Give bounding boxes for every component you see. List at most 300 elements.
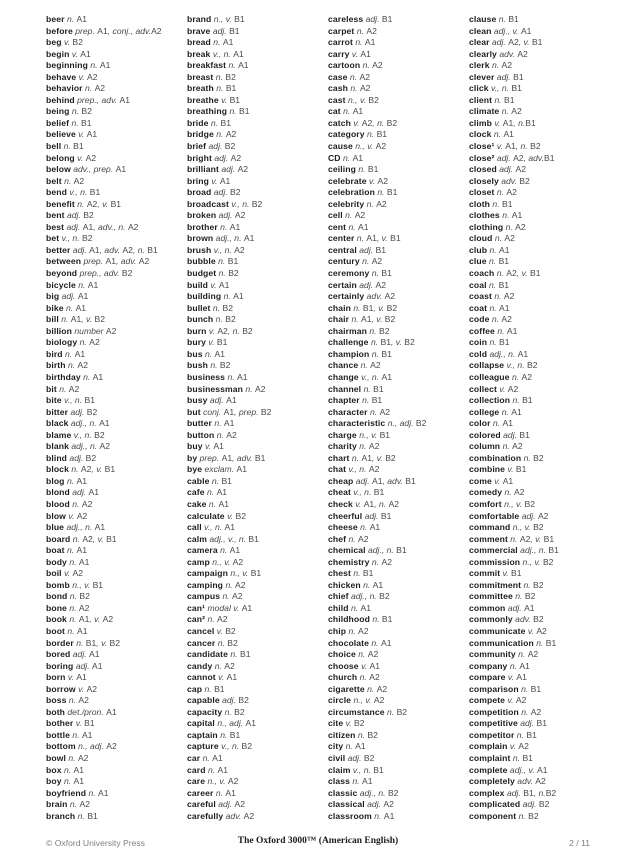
headword: charge <box>328 429 357 440</box>
word-entry <box>328 268 469 280</box>
pos-and-level: n. A2 <box>491 314 512 325</box>
headword: coal <box>469 279 487 290</box>
word-entry <box>46 164 187 176</box>
headword: cloth <box>469 198 491 209</box>
headword: color <box>469 418 491 429</box>
pos-and-level: adj. A2 <box>521 510 549 521</box>
headword: blind <box>46 452 68 463</box>
word-entry <box>469 638 610 650</box>
word-entry <box>46 580 187 592</box>
word-entry <box>46 614 187 626</box>
headword: buy <box>187 441 203 452</box>
pos-and-level: adj. A1 <box>507 602 535 613</box>
headword: bullet <box>187 302 211 313</box>
headword: chef <box>328 533 347 544</box>
pos-and-level: v. A2 <box>509 741 529 752</box>
word-entry <box>469 487 610 499</box>
word-entry <box>187 303 328 315</box>
word-entry <box>469 256 610 268</box>
pos-and-level: v., n. B1 <box>352 764 384 775</box>
headword: broken <box>187 210 217 221</box>
pos-and-level: n. A1 <box>489 244 510 255</box>
headword: brown <box>187 233 214 244</box>
headword: brief <box>187 141 207 152</box>
headword: close¹ <box>469 141 495 152</box>
pos-and-level: n. A2 <box>69 799 90 810</box>
pos-and-level: n., adj. A2 <box>78 741 117 752</box>
pos-and-level: v. A1 <box>204 441 224 452</box>
pos-and-level: n. B1 <box>229 106 250 117</box>
word-entry <box>328 603 469 615</box>
pos-and-level: n. A1 <box>66 545 88 556</box>
word-entry <box>469 626 610 638</box>
pos-and-level: n., adj. B2 <box>387 418 427 429</box>
word-entry <box>187 222 328 234</box>
word-entry <box>328 649 469 661</box>
headword: chart <box>328 452 350 463</box>
headword: childhood <box>328 614 370 625</box>
word-entry <box>469 476 610 488</box>
headword: boss <box>46 695 67 706</box>
pos-and-level: n. B1 <box>353 568 374 579</box>
pos-and-level: v. B2 <box>216 625 236 636</box>
pos-and-level: n. A2 <box>494 233 515 244</box>
pos-and-level: exclam. A1 <box>204 464 248 475</box>
word-entry <box>46 176 187 188</box>
pos-and-level: n. A1 <box>343 106 364 117</box>
headword: can¹ <box>187 602 206 613</box>
word-entry <box>469 499 610 511</box>
headword: college <box>469 406 500 417</box>
headword: check <box>328 498 353 509</box>
word-entry <box>469 591 610 603</box>
headword: breathing <box>187 106 228 117</box>
headword: best <box>46 221 65 232</box>
pos-and-level: n. B2 <box>217 637 238 648</box>
word-entry <box>187 753 328 765</box>
word-entry <box>46 60 187 72</box>
word-entry <box>187 106 328 118</box>
pos-and-level: adj. B1 <box>359 244 387 255</box>
headword: compete <box>469 695 506 706</box>
word-entry <box>187 672 328 684</box>
headword: bubble <box>187 256 216 267</box>
pos-and-level: n. A1 <box>72 729 93 740</box>
pos-and-level: v., n. A1 <box>204 522 236 533</box>
headword: chicken <box>328 579 361 590</box>
pos-and-level: adj. B1 <box>496 71 524 82</box>
headword: burn <box>187 325 207 336</box>
word-entry <box>328 14 469 26</box>
pos-and-level: n. A2 <box>371 556 392 567</box>
word-entry <box>187 26 328 38</box>
pos-and-level: n. A2 <box>348 533 369 544</box>
pos-and-level: n. A1 <box>90 60 111 71</box>
headword: cigarette <box>328 683 365 694</box>
headword: breath <box>187 83 214 94</box>
word-entry <box>469 430 610 442</box>
pos-and-level: adv. A2 <box>225 810 255 821</box>
word-entry <box>469 672 610 684</box>
headword: cap <box>187 683 203 694</box>
headword: cell <box>328 210 343 221</box>
word-entry <box>46 384 187 396</box>
pos-and-level: n. A1 <box>227 371 248 382</box>
headword: carrot <box>328 37 353 48</box>
pos-and-level: v. B1 <box>221 94 241 105</box>
headword: club <box>469 244 488 255</box>
word-entry <box>187 626 328 638</box>
headword: champion <box>328 348 370 359</box>
word-entry <box>328 534 469 546</box>
headword: closet <box>469 187 495 198</box>
pos-and-level: n. A2, v. B1 <box>71 464 116 475</box>
word-entry <box>328 37 469 49</box>
word-entry <box>469 314 610 326</box>
word-entry <box>187 799 328 811</box>
word-entry <box>187 430 328 442</box>
pos-and-level: prep. A1, conj., adv.A2 <box>75 25 162 36</box>
pos-and-level: adj. A2 <box>214 152 242 163</box>
word-entry <box>187 557 328 569</box>
word-entry <box>328 199 469 211</box>
word-entry <box>187 210 328 222</box>
word-entry <box>46 649 187 661</box>
pos-and-level: n. A2 <box>362 60 383 71</box>
pos-and-level: n. A2 <box>345 210 366 221</box>
pos-and-level: n., v. A2 <box>207 776 239 787</box>
word-entry <box>187 233 328 245</box>
pos-and-level: n. A1 <box>78 279 99 290</box>
headword: calculate <box>187 510 225 521</box>
headword: column <box>469 441 501 452</box>
word-entry <box>328 522 469 534</box>
headword: character <box>328 406 368 417</box>
word-entry <box>469 788 610 800</box>
headword: celebration <box>328 187 375 198</box>
headword: civil <box>328 753 346 763</box>
word-entry <box>187 95 328 107</box>
pos-and-level: adj. B2 <box>522 799 550 810</box>
pos-and-level: v. A1, n. B2 <box>496 141 541 152</box>
pos-and-level: n. A1, v. B2 <box>351 314 396 325</box>
word-entry <box>187 60 328 72</box>
word-entry <box>328 672 469 684</box>
word-entry <box>187 776 328 788</box>
word-entry <box>328 430 469 442</box>
headword: car <box>187 753 201 763</box>
page-footer <box>46 836 590 850</box>
word-entry <box>328 360 469 372</box>
word-entry <box>328 741 469 753</box>
word-entry <box>187 545 328 557</box>
word-entry <box>469 418 610 430</box>
word-entry <box>187 280 328 292</box>
pos-and-level: v. A1 <box>78 129 98 140</box>
word-entry <box>328 245 469 257</box>
word-entry <box>187 603 328 615</box>
word-entry <box>469 661 610 673</box>
headword: complete <box>469 764 508 775</box>
headword: center <box>328 233 355 244</box>
headword: branch <box>46 810 76 821</box>
headword: bomb <box>46 579 70 590</box>
word-entry <box>187 418 328 430</box>
headword: capture <box>187 741 219 752</box>
headword: brilliant <box>187 164 219 175</box>
word-entry <box>46 95 187 107</box>
word-entry <box>469 280 610 292</box>
headword: comfort <box>469 498 502 509</box>
pos-and-level: n. A1 <box>352 776 373 787</box>
pos-and-level: n. B1 <box>516 729 537 740</box>
pos-and-level: number A2 <box>74 325 117 336</box>
pos-and-level: adj., n. B1 <box>367 545 407 556</box>
pos-and-level: v., n. A2 <box>213 244 245 255</box>
word-entry <box>46 730 187 742</box>
pos-and-level: n. A2 <box>79 337 100 348</box>
word-entry <box>46 476 187 488</box>
headword: competition <box>469 706 519 717</box>
headword: cheap <box>328 475 354 486</box>
headword: broadcast <box>187 198 229 209</box>
pos-and-level: adj. B1 <box>520 718 548 729</box>
headword: ceremony <box>328 268 370 279</box>
headword: channel <box>328 383 362 394</box>
pos-and-level: adv. A2 <box>499 48 528 59</box>
word-entry <box>328 487 469 499</box>
headword: comedy <box>469 487 503 498</box>
word-entry <box>46 337 187 349</box>
word-entry <box>328 233 469 245</box>
headword: choice <box>328 649 356 660</box>
headword: birth <box>46 360 66 371</box>
word-entry <box>469 684 610 696</box>
pos-and-level: v. A1, n. A2 <box>355 498 400 509</box>
word-entry <box>328 661 469 673</box>
word-entry <box>46 811 187 823</box>
pos-and-level: adj., n. B1 <box>520 545 559 556</box>
pos-and-level: v., n. B1 <box>353 487 385 498</box>
headword: clue <box>469 256 487 267</box>
headword: cent <box>328 221 347 232</box>
pos-and-level: n. A1 <box>204 348 226 359</box>
word-entry <box>187 638 328 650</box>
word-entry <box>46 453 187 465</box>
word-entry <box>328 684 469 696</box>
headword: clause <box>469 14 497 24</box>
pos-and-level: v. A1 <box>351 48 371 59</box>
pos-and-level: adj. A2 <box>218 210 246 221</box>
pos-and-level: adj. A2 <box>221 164 249 175</box>
pos-and-level: n. A1 <box>223 291 244 302</box>
pos-and-level: n. A1 <box>360 522 381 533</box>
word-entry <box>469 741 610 753</box>
headword: complicated <box>469 799 521 810</box>
word-entry <box>46 753 187 765</box>
pos-and-level: n. A1 <box>220 221 241 232</box>
word-entry <box>328 464 469 476</box>
headword: comparison <box>469 683 519 694</box>
word-entry <box>469 37 610 49</box>
pos-and-level: n. A2 <box>59 383 80 394</box>
word-entry <box>328 210 469 222</box>
word-entry <box>328 765 469 777</box>
pos-and-level: adv. A2 <box>366 291 396 302</box>
word-entry <box>46 360 187 372</box>
pos-and-level: n. B1 <box>204 683 225 694</box>
pos-and-level: n. A2 <box>358 649 379 660</box>
word-entry <box>328 799 469 811</box>
word-entry <box>46 233 187 245</box>
word-entry <box>328 407 469 419</box>
headword: competitor <box>469 729 515 740</box>
pos-and-level: n. A2 <box>362 256 383 267</box>
headword: candidate <box>187 649 229 660</box>
pos-and-level: n. B1 <box>358 164 379 175</box>
word-entry <box>187 476 328 488</box>
headword: chemistry <box>328 556 370 567</box>
headword: boring <box>46 660 74 671</box>
pos-and-level: v. A2, n. B2 <box>353 117 398 128</box>
headword: businessman <box>187 383 244 394</box>
word-entry <box>187 741 328 753</box>
headword: class <box>328 776 351 787</box>
headword: cause <box>328 141 353 152</box>
pos-and-level: n. A1, v. A2 <box>69 614 114 625</box>
word-entry <box>469 753 610 765</box>
pos-and-level: adj., n. A1 <box>489 348 529 359</box>
word-entry <box>46 511 187 523</box>
headword: busy <box>187 395 208 406</box>
pos-and-level: v. A2, n. B2 <box>208 325 253 336</box>
headword: common <box>469 602 506 613</box>
pos-and-level: v., n. B1 <box>64 395 95 406</box>
word-entry <box>328 291 469 303</box>
headword: blond <box>46 487 70 498</box>
word-entry <box>469 776 610 788</box>
word-entry <box>187 256 328 268</box>
headword: certain <box>328 279 357 290</box>
word-entry <box>328 580 469 592</box>
word-entry <box>187 37 328 49</box>
word-entry <box>469 603 610 615</box>
headword: cartoon <box>328 60 361 71</box>
pos-and-level: n. A1 <box>348 221 369 232</box>
word-entry <box>187 72 328 84</box>
pos-and-level: v., n. B2 <box>73 429 105 440</box>
word-entry <box>469 199 610 211</box>
word-entry <box>469 60 610 72</box>
pos-and-level: n. A2 <box>359 441 380 452</box>
word-entry <box>469 72 610 84</box>
headword: blood <box>46 498 70 509</box>
headword: certainly <box>328 291 365 302</box>
headword: cheese <box>328 522 358 533</box>
headword: being <box>46 106 70 117</box>
pos-and-level: modal v. A1 <box>207 602 253 613</box>
headword: book <box>46 614 67 625</box>
word-entry <box>469 730 610 742</box>
pos-and-level: n. A1 <box>63 776 85 787</box>
word-entry <box>187 164 328 176</box>
pos-and-level: n. A1 <box>207 764 229 775</box>
word-entry <box>187 487 328 499</box>
pos-and-level: v. A1 <box>494 475 514 486</box>
pos-and-level: v., n. A1 <box>212 48 244 59</box>
pos-and-level: n., v. B2 <box>522 556 554 567</box>
pos-and-level: n. A2 <box>518 649 539 660</box>
pos-and-level: n., v. B1 <box>359 429 391 440</box>
headword: close² <box>469 152 495 163</box>
word-entry <box>187 199 328 211</box>
pos-and-level: n., adj. A1 <box>217 718 257 729</box>
word-entry <box>46 487 187 499</box>
word-entry <box>469 245 610 257</box>
word-entry <box>469 718 610 730</box>
word-entry <box>328 441 469 453</box>
word-entry <box>46 37 187 49</box>
pos-and-level: v. B2 <box>227 510 247 521</box>
word-entry <box>469 464 610 476</box>
word-entry <box>469 106 610 118</box>
headword: company <box>469 660 508 671</box>
pos-and-level: n. A1 <box>371 637 392 648</box>
word-entry <box>46 626 187 638</box>
pos-and-level: n. B1 <box>489 337 510 348</box>
pos-and-level: v. B2 <box>63 37 83 48</box>
headword: commonly <box>469 614 513 625</box>
headword: cat <box>328 106 341 117</box>
headword: careful <box>187 799 216 810</box>
word-entry <box>469 580 610 592</box>
headword: bunch <box>187 314 214 325</box>
headword: century <box>328 256 360 267</box>
headword: case <box>328 71 348 82</box>
headword: breakfast <box>187 60 227 71</box>
headword: coin <box>469 337 488 348</box>
word-entry <box>328 95 469 107</box>
pos-and-level: n. B1 <box>211 475 232 486</box>
word-entry <box>46 187 187 199</box>
pos-and-level: adj. A2 <box>499 164 526 175</box>
word-entry <box>46 557 187 569</box>
word-entry <box>46 741 187 753</box>
word-entry <box>469 268 610 280</box>
pos-and-level: v. A1, n.B1 <box>494 117 536 128</box>
pos-and-level: n. A1 <box>66 302 87 313</box>
word-entry <box>46 776 187 788</box>
pos-and-level: n. B2 <box>387 706 408 717</box>
word-entry <box>46 418 187 430</box>
pos-and-level: adj. B1 <box>212 25 240 36</box>
page-number: 2 / 11 <box>569 838 590 848</box>
pos-and-level: n. B1 <box>498 14 519 24</box>
word-entry <box>469 118 610 130</box>
pos-and-level: n. B2 <box>523 579 544 590</box>
headword: brand <box>187 14 212 24</box>
word-entry <box>46 291 187 303</box>
word-entry <box>187 718 328 730</box>
pos-and-level: n. B2 <box>515 591 536 602</box>
pos-and-level: n. A2 <box>511 371 533 382</box>
pos-and-level: v., n. B1 <box>491 83 522 94</box>
pos-and-level: v. A1 <box>507 672 527 683</box>
pos-and-level: v. A1 <box>218 672 238 683</box>
headword: cloud <box>469 233 493 244</box>
headword: combine <box>469 464 506 475</box>
word-entry <box>46 464 187 476</box>
